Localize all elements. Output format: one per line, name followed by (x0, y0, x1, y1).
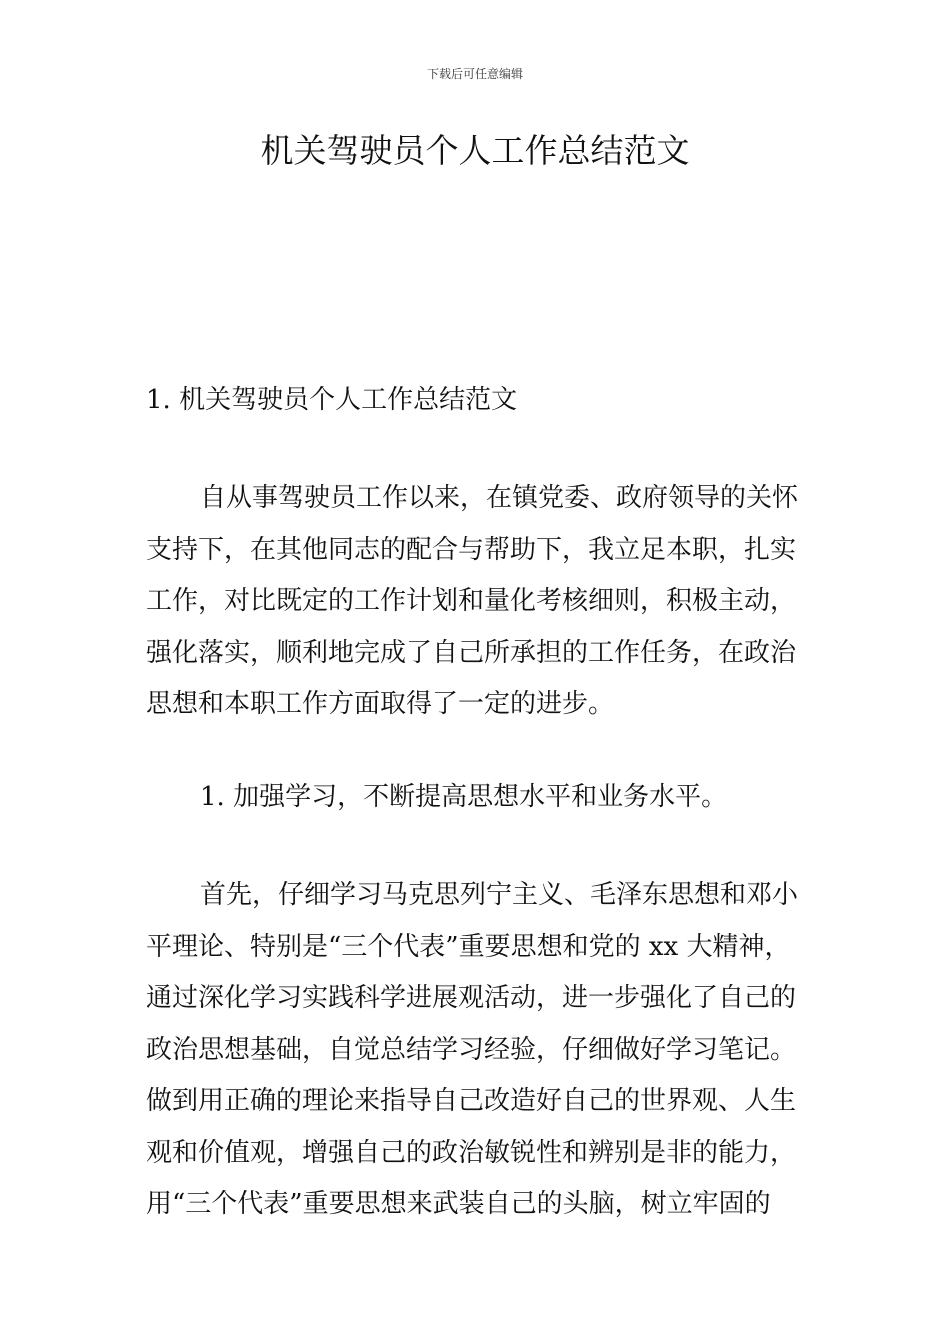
paragraph-line: 工作，对比既定的工作计划和量化考核细则，积极主动， (146, 586, 797, 616)
document-title: 机关驾驶员个人工作总结范文 (260, 131, 690, 170)
paragraph-line: 思想和本职工作方面取得了一定的进步。 (146, 689, 615, 719)
subheading-study: 1. 加强学习，不断提高思想水平和业务水平。 (200, 782, 728, 812)
paragraph-line: 首先，仔细学习马克思列宁主义、毛泽东思想和邓小 (200, 880, 799, 910)
paragraph-intro (146, 473, 826, 731)
paragraph-line: 做到用正确的理论来指导自己改造好自己的世界观、人生 (146, 1086, 797, 1116)
paragraph-line: 平理论、特别是“三个代表”重要思想和党的 xx 大精神， (146, 931, 791, 962)
paragraph-line: 自从事驾驶员工作以来，在镇党委、政府领导的关怀 (200, 483, 799, 513)
paragraph-line: 用“三个代表”重要思想来武装自己的头脑，树立牢固的 (146, 1189, 771, 1219)
section-heading: 1. 机关驾驶员个人工作总结范文 (146, 385, 518, 415)
paragraph-line: 政治思想基础，自觉总结学习经验，仔细做好学习笔记。 (146, 1034, 797, 1065)
paragraph-line: 强化落实，顺利地完成了自己所承担的工作任务，在政治 (146, 637, 797, 668)
paragraph-line: 支持下，在其他同志的配合与帮助下，我立足本职，扎实 (146, 534, 797, 565)
paragraph-line: 观和价值观，增强自己的政治敏锐性和辨别是非的能力， (146, 1137, 797, 1168)
paragraph-study (146, 870, 826, 1231)
paragraph-line: 通过深化学习实践科学进展观活动，进一步强化了自己的 (146, 983, 797, 1013)
header-note: 下载后可任意编辑 (426, 67, 523, 81)
